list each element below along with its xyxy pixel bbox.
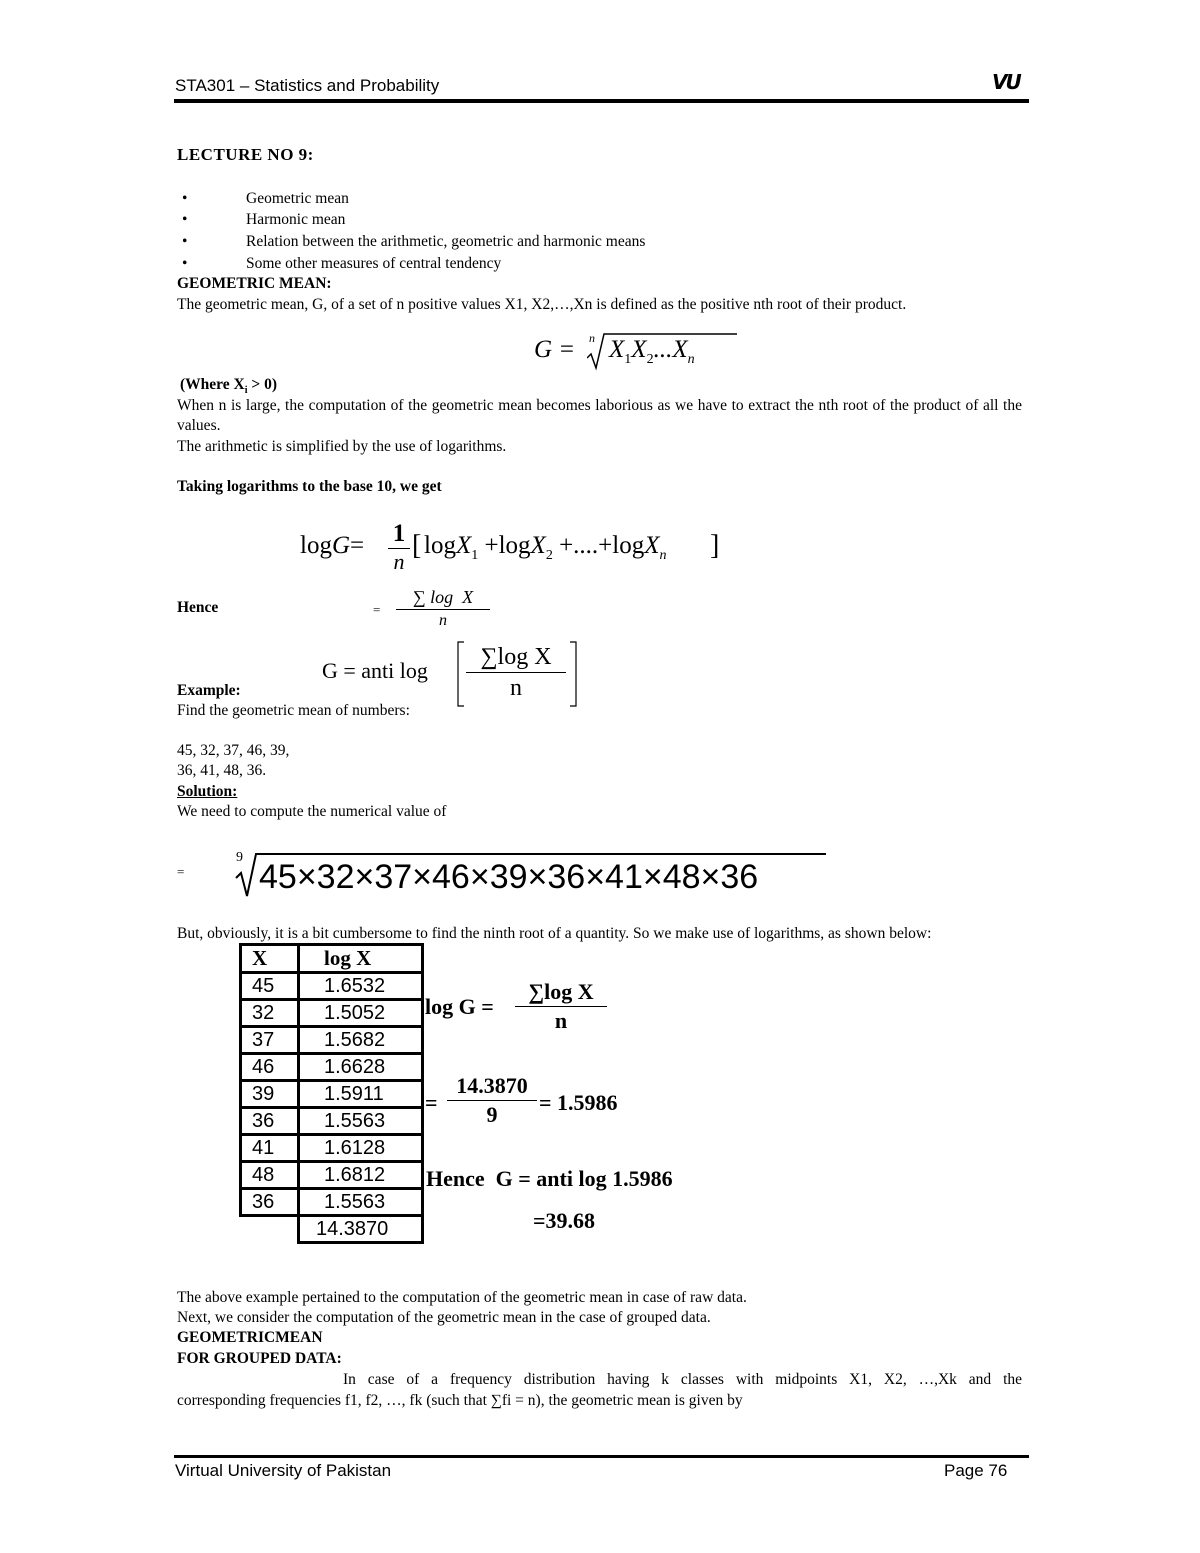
calc-fraction: = 14.3870 9 = 1.5986 bbox=[425, 1073, 618, 1127]
table-row bbox=[241, 973, 423, 1000]
log-heading: Taking logarithms to the base 10, we get bbox=[177, 478, 442, 495]
lecture-title: LECTURE NO 9: bbox=[177, 145, 314, 164]
table-cell-logx: 1.6128 bbox=[299, 1135, 423, 1162]
table-row bbox=[241, 1162, 423, 1189]
list-item: • Relation between the arithmetic, geometric and harmonic means bbox=[182, 233, 646, 250]
table-header-x: X bbox=[241, 945, 299, 973]
example-label: Example: bbox=[177, 682, 241, 699]
table-cell-x: 41 bbox=[241, 1135, 299, 1162]
table-cell-total: 14.3870 bbox=[299, 1216, 423, 1243]
grouped-indent-text: In case of a frequency distribution having k classes with midpoints X1, X2, …,Xk and the bbox=[343, 1371, 1022, 1388]
gm-definition: The geometric mean, G, of a set of n positive values X1, X2,…,Xn is defined as the positive nth root of their product. bbox=[177, 296, 907, 313]
table-row bbox=[241, 1189, 423, 1216]
table-cell-logx: 1.5563 bbox=[299, 1108, 423, 1135]
gm-paragraph-1: When n is large, the computation of the geometric mean becomes laborious as we have to extract the nth root of the product of all the values. bbox=[177, 397, 1022, 434]
solution-text: We need to compute the numerical value of bbox=[177, 803, 447, 820]
grouped-data-intro: Next, we consider the computation of the geometric mean in the case of grouped data. bbox=[177, 1309, 711, 1326]
footer-university: Virtual University of Pakistan bbox=[175, 1461, 392, 1480]
footer-rule bbox=[174, 1455, 1029, 1458]
hence-eq-sign: = bbox=[373, 602, 381, 617]
table-row bbox=[241, 1081, 423, 1108]
section-heading-grouped-data: FOR GROUPED DATA: bbox=[177, 1350, 342, 1367]
table-cell-x: 36 bbox=[241, 1108, 299, 1135]
table-cell-x: 39 bbox=[241, 1081, 299, 1108]
gm-paragraph-2: The arithmetic is simplified by the use of logarithms. bbox=[177, 438, 507, 455]
table-cell-x: 45 bbox=[241, 973, 299, 1000]
list-item: • Harmonic mean bbox=[182, 211, 346, 228]
table-cell-logx: 1.5052 bbox=[299, 1000, 423, 1027]
ninth-root-expression: 9 45×32×37×46×39×36×41×48×36 bbox=[234, 848, 834, 900]
antilog-formula: G = anti log ∑log X n bbox=[322, 640, 582, 710]
table-row bbox=[241, 1054, 423, 1081]
table-cell-x: 36 bbox=[241, 1189, 299, 1216]
gm-formula: G = n $X_1X_2...X_n$ bbox=[534, 330, 744, 374]
table-cell-logx: 1.6812 bbox=[299, 1162, 423, 1189]
example-numbers-1: 45, 32, 37, 46, 39, bbox=[177, 742, 290, 759]
table-cell-x: 46 bbox=[241, 1054, 299, 1081]
table-cell-logx: 1.6628 bbox=[299, 1054, 423, 1081]
table-row bbox=[241, 1000, 423, 1027]
hence-label: Hence bbox=[177, 599, 219, 616]
table-row bbox=[241, 1108, 423, 1135]
table-cell-logx: 1.6532 bbox=[299, 973, 423, 1000]
table-cell-empty bbox=[241, 1216, 299, 1243]
header-course-title: STA301 – Statistics and Probability bbox=[175, 76, 440, 95]
table-row bbox=[241, 1135, 423, 1162]
grouped-paragraph: corresponding frequencies f1, f2, …, fk (such that ∑fi = n), the geometric mean is given by bbox=[177, 1392, 743, 1409]
footer-page-number: Page 76 bbox=[944, 1461, 1008, 1480]
section-heading-geometric-mean: GEOMETRIC MEAN: bbox=[177, 275, 332, 292]
calc-result: =39.68 bbox=[533, 1208, 596, 1233]
log-table bbox=[239, 943, 424, 1244]
example-numbers-2: 36, 41, 48, 36. bbox=[177, 762, 267, 779]
section-heading-geometric-mean-grouped: GEOMETRICMEAN bbox=[177, 1329, 323, 1346]
table-cell-logx: 1.5682 bbox=[299, 1027, 423, 1054]
hence-fraction: ∑ log X n bbox=[396, 585, 490, 632]
table-header-row bbox=[241, 945, 423, 973]
table-cell-x: 48 bbox=[241, 1162, 299, 1189]
calc-log-g: log G = ∑log X n bbox=[425, 978, 625, 1042]
header-rule bbox=[174, 99, 1029, 103]
list-item: • Geometric mean bbox=[182, 190, 349, 207]
root-eq-sign: = bbox=[177, 864, 185, 879]
table-cell-logx: 1.5911 bbox=[299, 1081, 423, 1108]
table-row bbox=[241, 1027, 423, 1054]
log-formula: logG= 1 n [ logX$_1$ +logX$_2$ +....+logX$_n$ ] bbox=[300, 520, 720, 574]
table-total-row bbox=[241, 1216, 423, 1243]
vu-logo: VU bbox=[992, 70, 1020, 94]
where-condition: (Where $X_i > 0$) bbox=[180, 376, 277, 397]
solution-label: Solution: bbox=[177, 783, 238, 800]
but-paragraph: But, obviously, it is a bit cumbersome to find the ninth root of a quantity. So we make use of logarithms, as shown below: bbox=[177, 925, 932, 942]
table-cell-x: 32 bbox=[241, 1000, 299, 1027]
raw-data-note: The above example pertained to the computation of the geometric mean in case of raw data. bbox=[177, 1289, 747, 1306]
calc-hence-antilog: Hence G = anti log 1.5986 bbox=[426, 1166, 673, 1191]
example-prompt: Find the geometric mean of numbers: bbox=[177, 702, 410, 719]
list-item: • Some other measures of central tendency bbox=[182, 255, 502, 272]
table-cell-logx: 1.5563 bbox=[299, 1189, 423, 1216]
table-cell-x: 37 bbox=[241, 1027, 299, 1054]
table-header-logx: log X bbox=[299, 945, 423, 973]
